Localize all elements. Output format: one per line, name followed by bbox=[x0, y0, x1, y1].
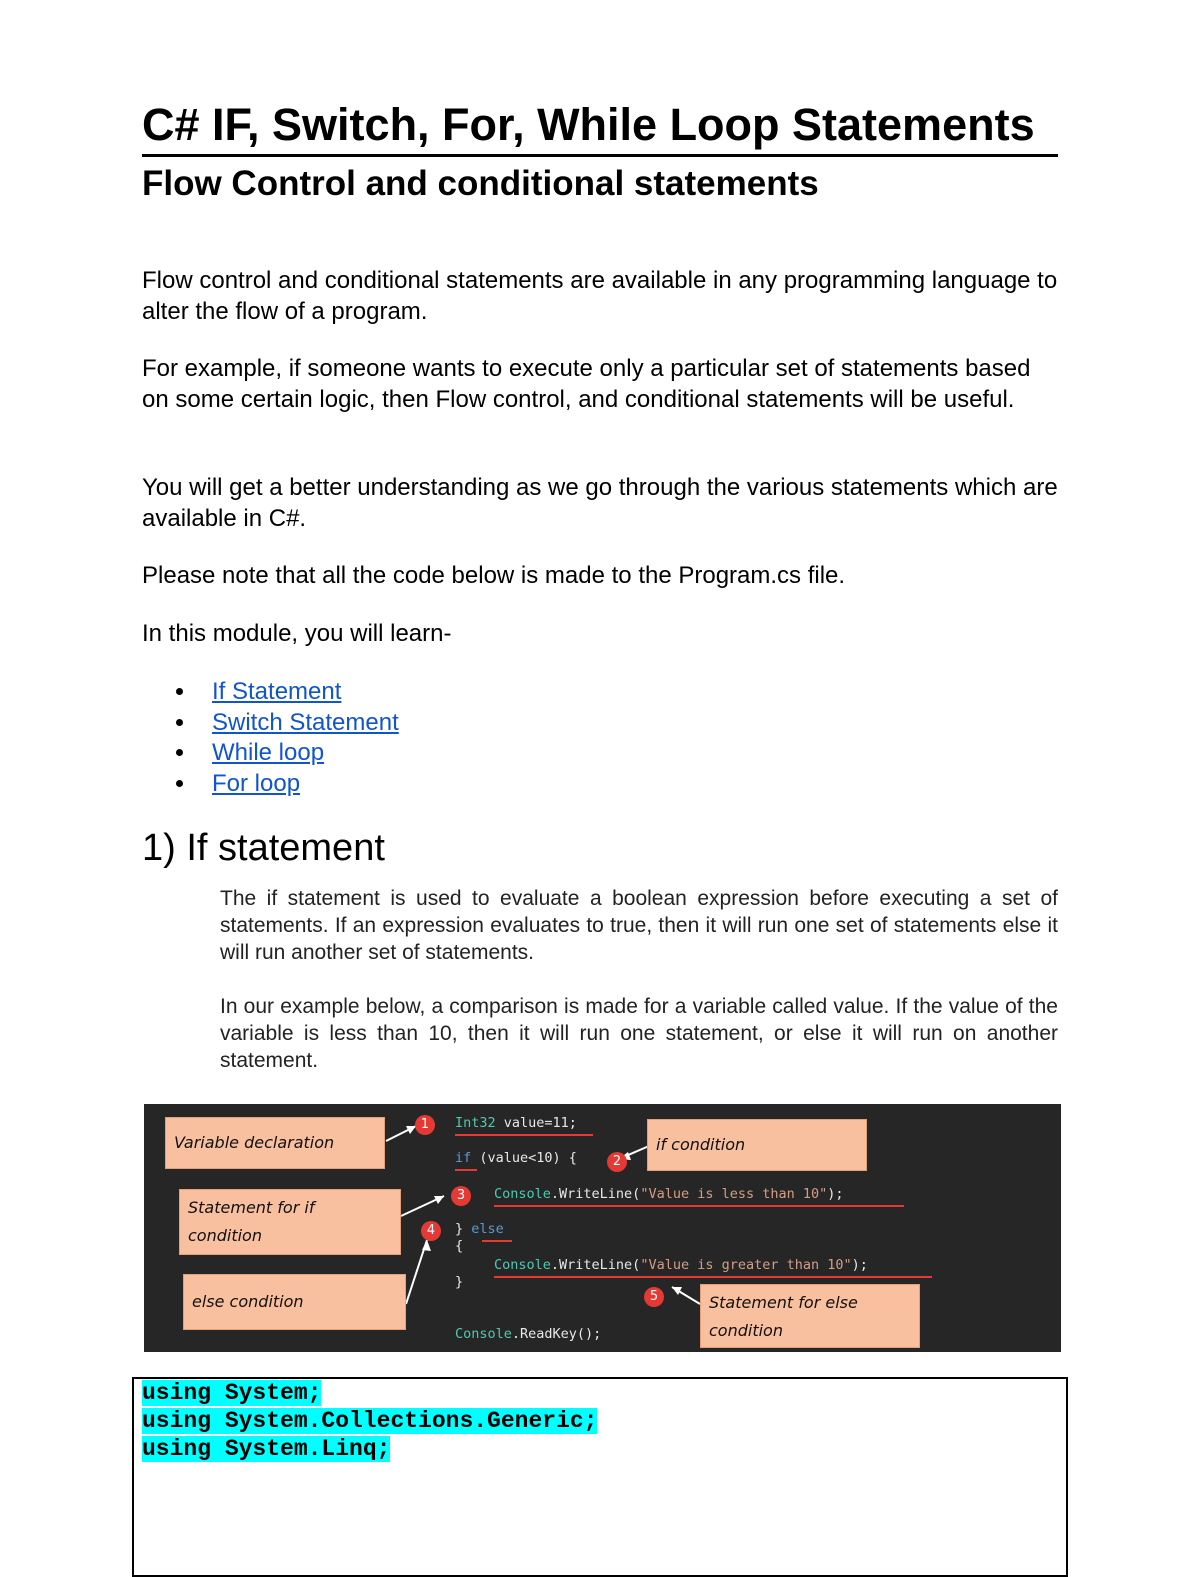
toc-link-while-loop[interactable]: While loop bbox=[212, 739, 325, 766]
badge-2: 2 bbox=[607, 1152, 627, 1172]
if-statement-figure bbox=[144, 1104, 1061, 1352]
code-line-1: Int32 value=11; bbox=[455, 1115, 577, 1131]
toc-link-switch-statement[interactable]: Switch Statement bbox=[212, 708, 399, 736]
toc-item-for bbox=[142, 768, 399, 799]
intro-paragraph-2: For example, if someone wants to execute only a particular set of statements based on some certain logic, then Flow control, and conditional statements will be useful. bbox=[142, 355, 1031, 413]
code-line-6: Console.WriteLine("Value is greater than 10"); bbox=[494, 1257, 868, 1273]
callout-statement-for-if bbox=[179, 1189, 401, 1255]
intro-paragraph-3: You will get a better understanding as we go through the various statements which are available in C#. bbox=[142, 474, 1058, 532]
underline-3 bbox=[494, 1205, 904, 1207]
toc-item-if bbox=[142, 676, 399, 707]
code-listing-line-1: using System; bbox=[142, 1380, 322, 1406]
callout-else-condition: else condition bbox=[183, 1274, 406, 1330]
code-listing-line-2: using System.Collections.Generic; bbox=[142, 1408, 598, 1434]
module-toc bbox=[142, 676, 399, 798]
badge-4: 4 bbox=[421, 1221, 441, 1241]
callout-variable-declaration: Variable declaration bbox=[165, 1117, 385, 1169]
intro-paragraph-4: Please note that all the code below is made to the Program.cs file. bbox=[142, 562, 846, 589]
badge-1: 1 bbox=[415, 1115, 435, 1135]
code-line-3: Console.WriteLine("Value is less than 10"); bbox=[494, 1186, 844, 1202]
code-line-5: { bbox=[455, 1238, 464, 1254]
bullet-icon bbox=[176, 749, 183, 756]
callout-statement-for-else-line2: condition bbox=[709, 1321, 783, 1340]
toc-link-for-loop[interactable]: For loop bbox=[212, 769, 301, 797]
callout-statement-for-else-line1: Statement for else bbox=[709, 1293, 858, 1312]
callout-statement-for-if-line2: condition bbox=[188, 1226, 262, 1245]
code-line-8: Console.ReadKey(); bbox=[455, 1326, 602, 1342]
intro-paragraph-1: Flow control and conditional statements are available in any programming language to alter the flow of a program. bbox=[142, 267, 1058, 325]
if-description-paragraph-2: In our example below, a comparison is made for a variable called value. If the value of the variable is less than 10, then it will run one statement, or else it will run on another statement. bbox=[220, 995, 1058, 1072]
code-line-7: } bbox=[455, 1274, 464, 1290]
page-subtitle: Flow Control and conditional statements bbox=[142, 164, 819, 203]
arrow-head-4 bbox=[422, 1240, 431, 1251]
callout-statement-for-else bbox=[700, 1284, 920, 1348]
section-heading-if-statement: 1) If statement bbox=[142, 827, 385, 869]
underline-4 bbox=[482, 1240, 512, 1242]
bullet-icon bbox=[176, 780, 183, 787]
bullet-icon bbox=[176, 688, 183, 695]
badge-5: 5 bbox=[644, 1287, 664, 1307]
code-listing-line-3: using System.Linq; bbox=[142, 1436, 391, 1462]
intro-paragraph-5: In this module, you will learn- bbox=[142, 620, 452, 647]
if-description-paragraph-1: The if statement is used to evaluate a boolean expression before executing a set of statements. If an expression evaluates to true, then it will run one set of statements else it will run another set of statements. bbox=[220, 887, 1058, 964]
bullet-icon bbox=[176, 719, 183, 726]
underline-6 bbox=[494, 1276, 932, 1278]
page-title: C# IF, Switch, For, While Loop Statements bbox=[142, 98, 1058, 157]
toc-link-if-statement[interactable]: If Statement bbox=[212, 678, 342, 705]
callout-if-condition: if condition bbox=[647, 1119, 867, 1171]
code-listing bbox=[132, 1377, 1068, 1577]
callout-statement-for-if-line1: Statement for if bbox=[188, 1198, 315, 1217]
code-line-2: if (value<10) { bbox=[455, 1150, 577, 1166]
underline-2 bbox=[455, 1169, 477, 1171]
badge-3: 3 bbox=[451, 1186, 471, 1206]
underline-1 bbox=[455, 1134, 593, 1136]
code-line-4: } else bbox=[455, 1221, 504, 1237]
toc-item-switch bbox=[142, 707, 399, 738]
toc-item-while bbox=[142, 737, 399, 768]
